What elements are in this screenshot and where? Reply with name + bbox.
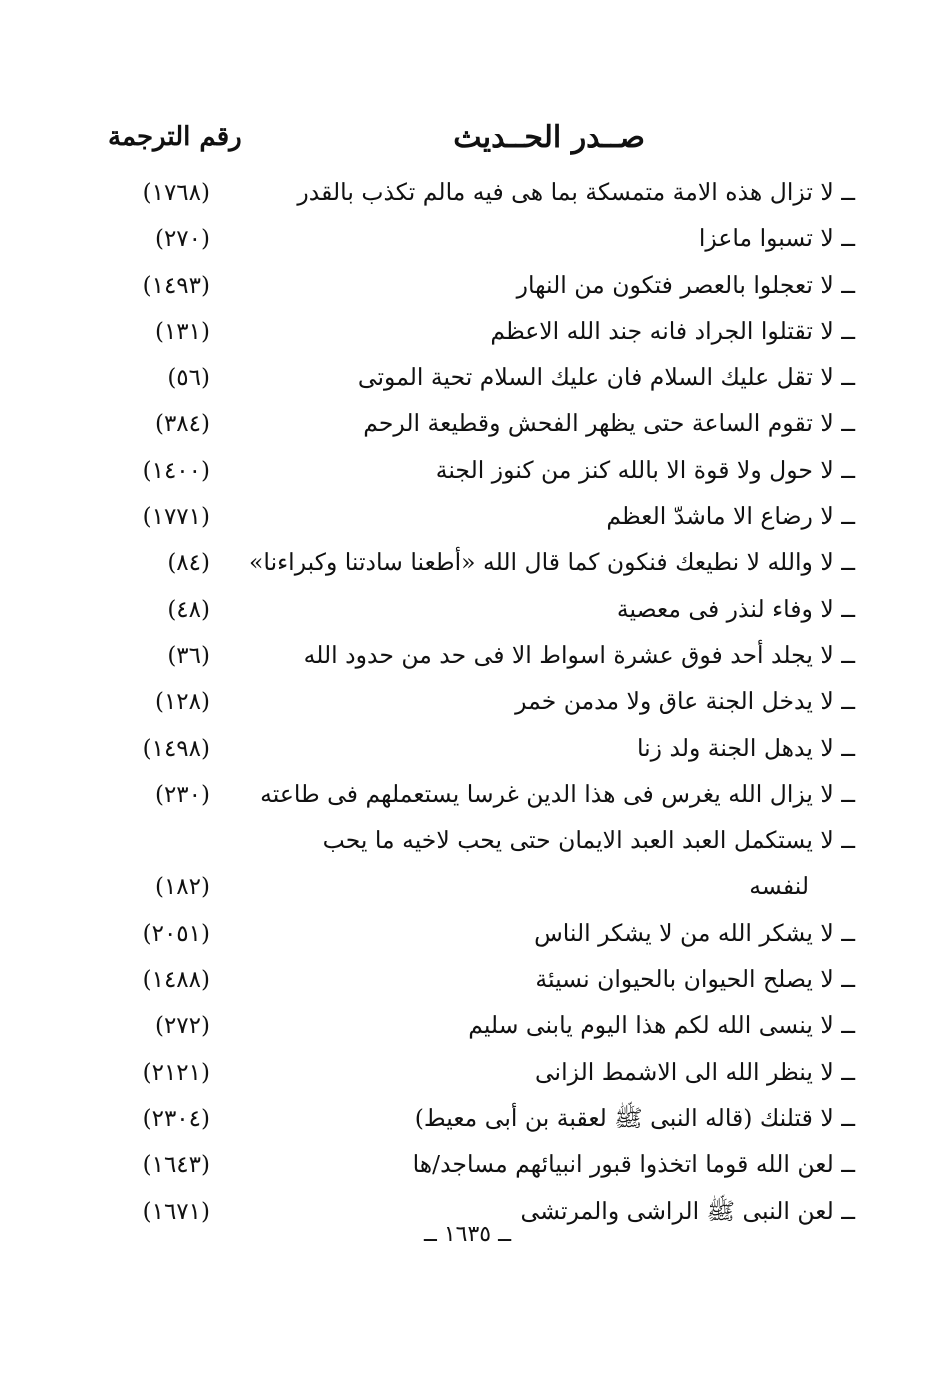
list-item (100, 311, 855, 357)
entry-number: (١٨٢) (154, 874, 210, 901)
hadith-text: ــ لا ينسى الله لكم هذا اليوم يابنى سليم (468, 1011, 855, 1040)
entry-number: (١٤٩٨) (142, 735, 210, 762)
list-item (100, 681, 855, 727)
hadith-text: ــ لعن النبى ﷺ الراشى والمرتشى (520, 1196, 855, 1225)
entry-number: (٥٦) (167, 365, 210, 392)
hadith-text: ــ لا تعجلوا بالعصر فتكون من النهار (516, 270, 855, 299)
list-item (100, 542, 855, 588)
hadith-text: ــ لا يجلد أحد فوق عشرة اسواط الا فى حد من حدود الله (303, 640, 855, 669)
entry-number: (٣٦) (167, 642, 210, 669)
list-item (100, 1144, 855, 1190)
list-item (100, 357, 855, 403)
list-item (100, 265, 855, 311)
entry-number: (١٦٧١) (142, 1198, 210, 1225)
hadith-text: ــ لا ينظر الله الى الاشمط الزانى (534, 1057, 855, 1086)
page-header (100, 108, 855, 168)
entry-number: (١٢٨) (154, 689, 210, 716)
hadith-text: ــ لا تقوم الساعة حتى يظهر الفحش وقطيعة الرحم (363, 409, 855, 438)
list-item (100, 728, 855, 774)
hadith-text: ــ لا وفاء لنذر فى معصية (616, 594, 855, 623)
entry-number: (١٣١) (154, 318, 210, 345)
hadith-text: ــ لا تزال هذه الامة متمسكة بما هى فيه مالم تكذب بالقدر (297, 178, 855, 206)
list-item (100, 1005, 855, 1051)
entry-number: (٢٣٠٤) (142, 1105, 210, 1132)
list-item (100, 774, 855, 820)
hadith-text: ــ لا يصلح الحيوان بالحيوان نسيئة (535, 965, 855, 994)
hadith-text: ــ لا يستكمل العبد العبد الايمان حتى يحب لاخيه ما يحب (322, 826, 855, 855)
hadith-text: ــ لا حول ولا قوة الا بالله كنز من كنوز الجنة (435, 455, 855, 484)
list-item (100, 820, 855, 913)
hadith-text: ــ لا والله لا نطيعك فنكون كما قال الله «أطعنا سادتنا وكبراءنا» (249, 548, 855, 577)
entry-number: (٨٤) (167, 550, 210, 577)
list-item (100, 913, 855, 959)
entry-number: (٢٧٢) (154, 1013, 210, 1040)
list-item (100, 403, 855, 449)
list-item (100, 959, 855, 1005)
entry-number: (١٤٨٨) (142, 967, 210, 994)
entry-number: (٢٧٠) (154, 226, 210, 253)
hadith-text: ــ لا رضاع الا ماشدّ العظم (606, 502, 855, 531)
hadith-text: ــ لعن الله قوما اتخذوا قبور انبيائهم مساجد/ها (412, 1150, 855, 1179)
hadith-text: ــ لا تقتلوا الجراد فانه جند الله الاعظم (490, 316, 855, 345)
list-item (100, 589, 855, 635)
entry-number: (٤٨) (167, 596, 210, 623)
entry-number: (١٤٩٣) (142, 272, 210, 299)
hadith-text: ــ لا يزال الله يغرس فى هذا الدين غرسا يستعملهم فى طاعته (260, 779, 855, 808)
list-item (100, 218, 855, 264)
entry-number: (١٧٦٨) (142, 180, 210, 206)
hadith-text: ــ لا يدهل الجنة ولد زنا (636, 733, 855, 762)
list-item (100, 450, 855, 496)
entry-number: (١٤٠٠) (142, 457, 210, 484)
column-title-hadith: صــدر الحــديث (453, 120, 645, 155)
list-item (100, 1052, 855, 1098)
entry-number: (١٦٤٣) (142, 1152, 210, 1179)
hadith-text: ــ لا يدخل الجنة عاق ولا مدمن خمر (515, 687, 855, 716)
entry-number: (١٧٧١) (142, 504, 210, 531)
hadith-text: ــ لا تسبوا ماعزا (698, 224, 855, 253)
entry-number: (٢١٢١) (142, 1059, 210, 1086)
hadith-text: ــ لا تقل عليك السلام فان عليك السلام تحية الموتى (357, 363, 855, 392)
hadith-text: ــ لا قتلنك (قاله النبى ﷺ لعقبة بن أبى معيط) (414, 1103, 855, 1132)
entry-number: (٢٣٠) (154, 781, 210, 808)
list-item (100, 1098, 855, 1144)
entry-number: (٢٠٥١) (142, 920, 210, 947)
column-title-number: رقم الترجمة (108, 122, 242, 152)
hadith-text: ــ لا يشكر الله من لا يشكر الناس (534, 918, 855, 947)
list-item (100, 172, 855, 218)
list-item (100, 635, 855, 681)
page-number: ــ ١٦٣٥ ــ (423, 1222, 512, 1247)
hadith-list (100, 172, 855, 1237)
hadith-text-continuation: لنفسه (749, 872, 809, 901)
list-item (100, 496, 855, 542)
entry-number: (٣٨٤) (154, 411, 210, 438)
